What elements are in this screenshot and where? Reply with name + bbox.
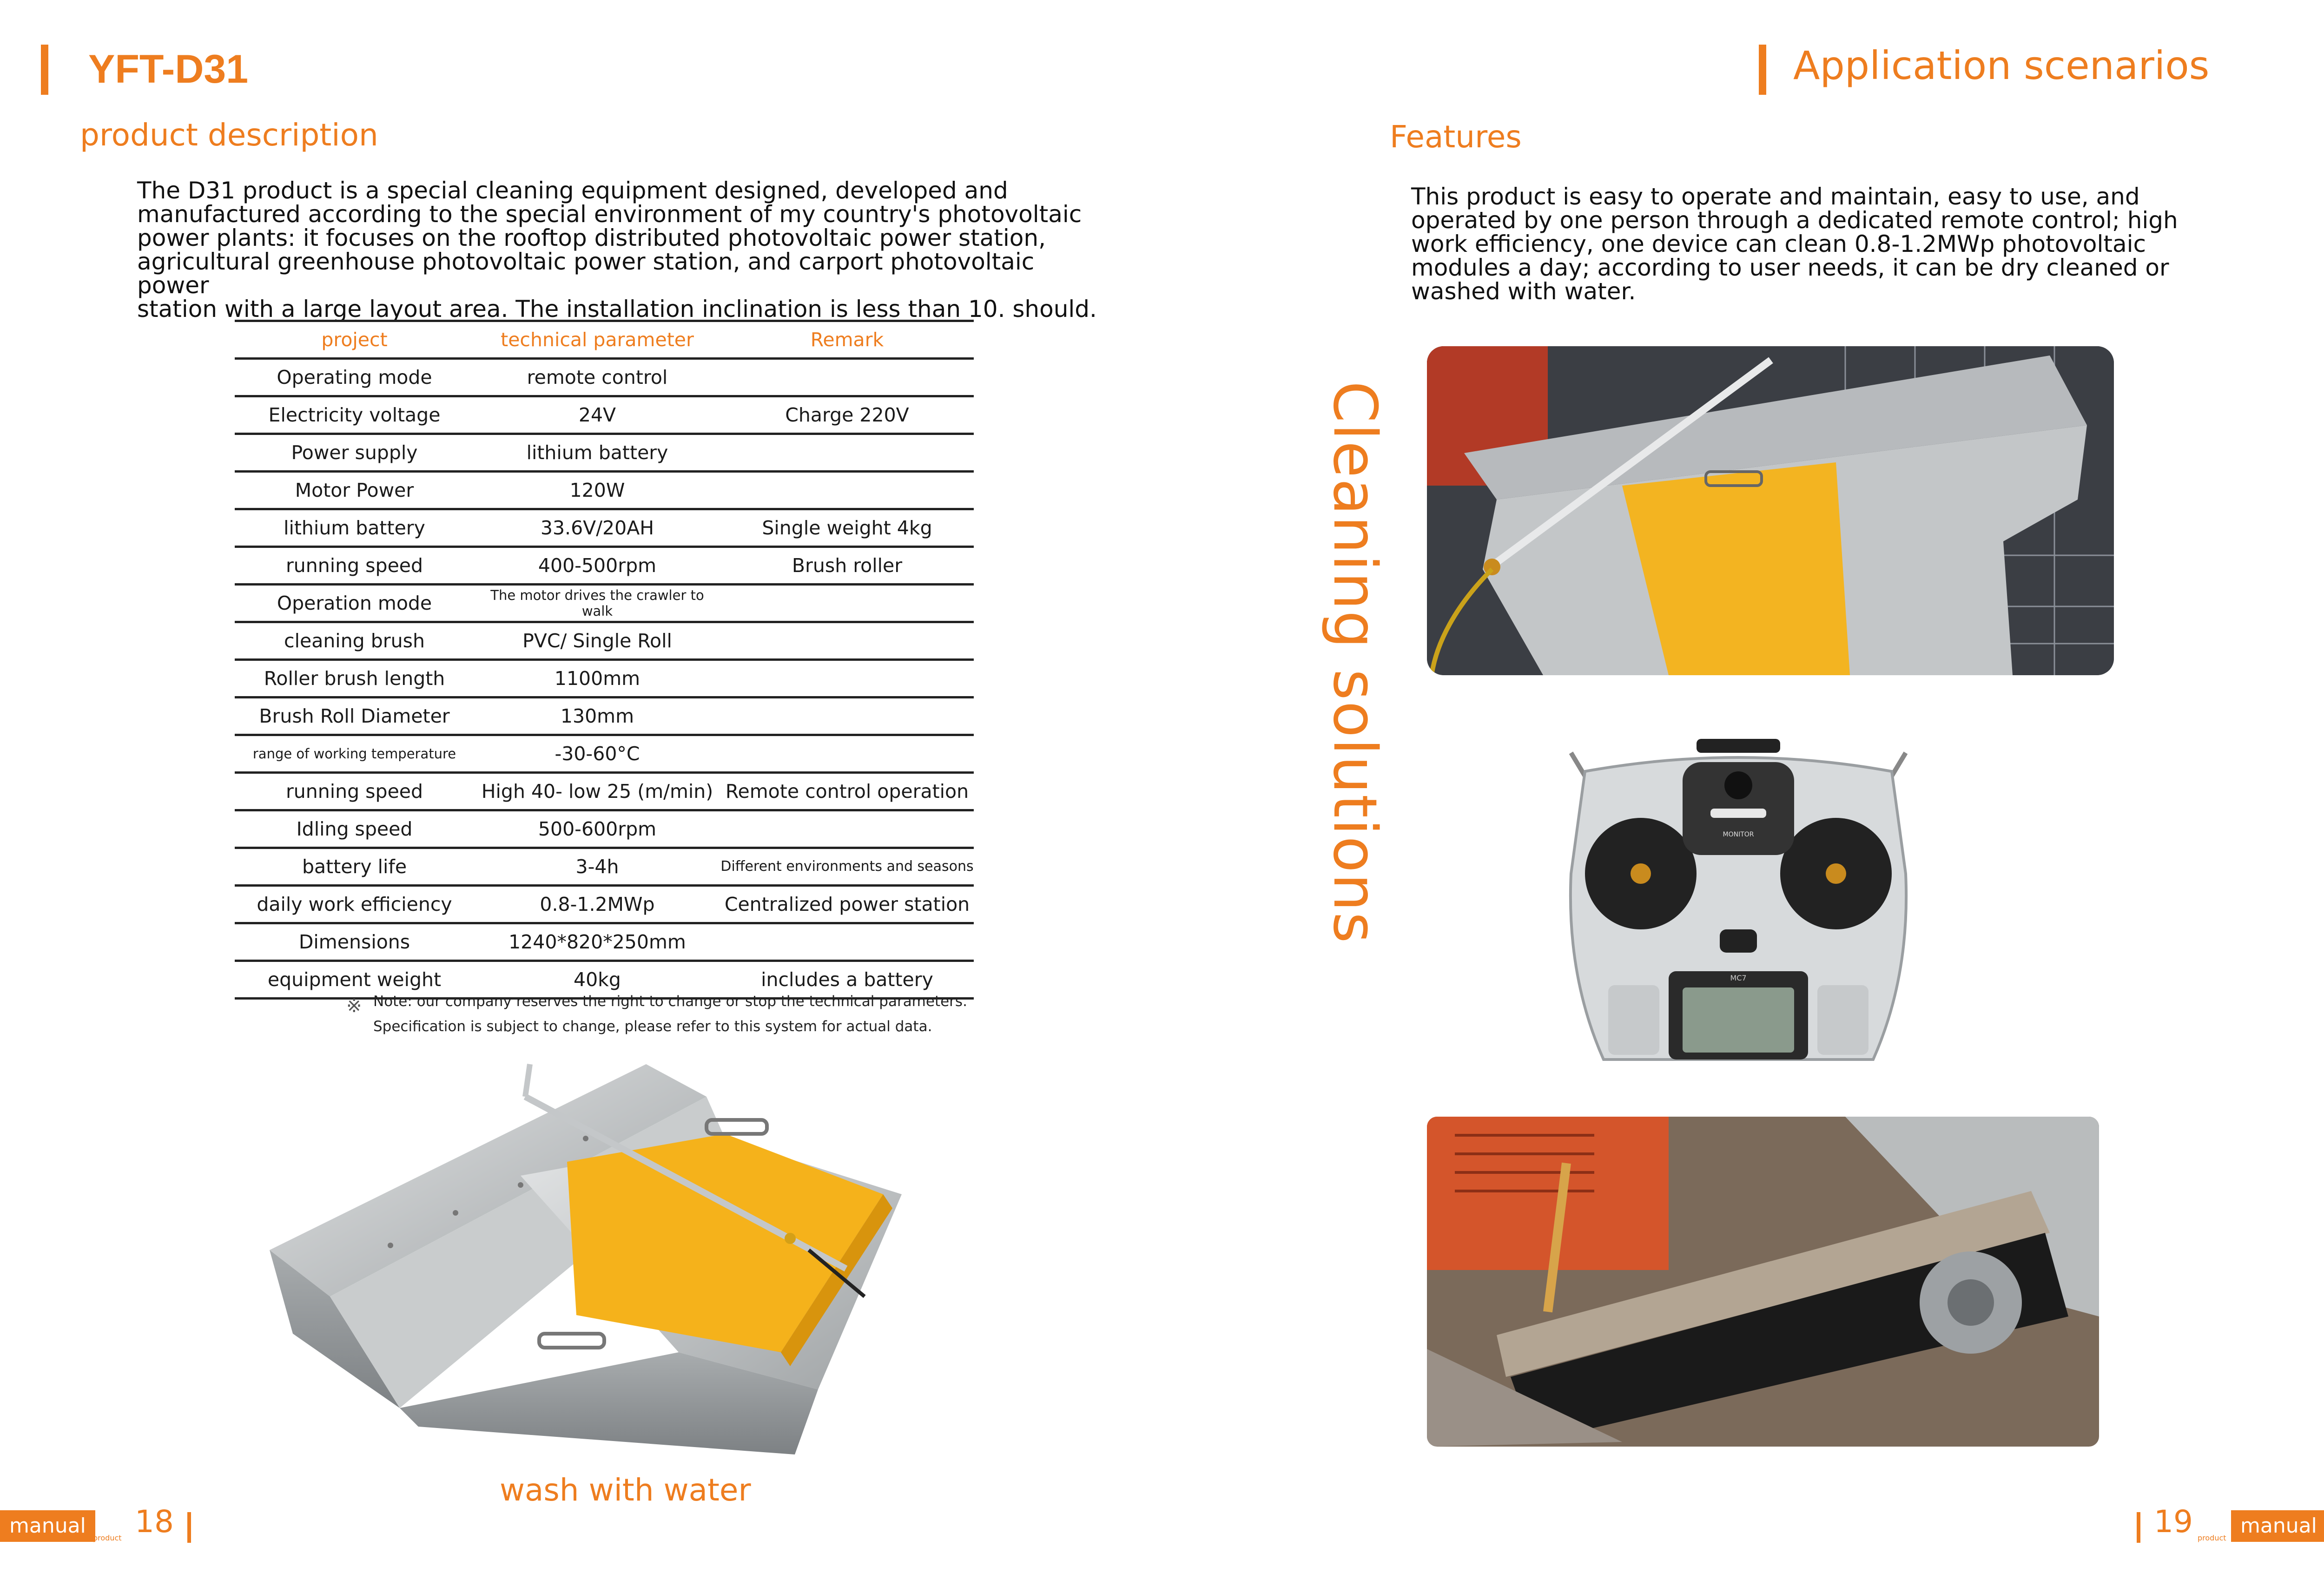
- table-row: [235, 585, 974, 622]
- model-title: YFT-D31: [88, 47, 249, 92]
- table-row: [235, 923, 974, 961]
- cell-project: Operation mode: [235, 585, 474, 622]
- cell-remark: [720, 434, 974, 472]
- cell-parameter: 0.8-1.2MWp: [474, 886, 720, 923]
- footer-divider-right: [2137, 1512, 2140, 1543]
- cell-remark: [720, 810, 974, 848]
- features-text: [1411, 185, 2201, 303]
- cell-project: Dimensions: [235, 923, 474, 961]
- cell-project: range of working temperature: [235, 735, 474, 773]
- cell-remark: [720, 585, 974, 622]
- cell-project: Brush Roll Diameter: [235, 698, 474, 735]
- cell-parameter: PVC/ Single Roll: [474, 622, 720, 660]
- footer-product-label-right: product: [2198, 1533, 2226, 1542]
- note-mark: ※: [346, 995, 362, 1017]
- table-row: [235, 622, 974, 660]
- cell-project: Power supply: [235, 434, 474, 472]
- cell-remark: Centralized power station: [720, 886, 974, 923]
- table-row: [235, 434, 974, 472]
- page-number-right: 19: [2154, 1504, 2193, 1540]
- description-line: power plants: it focuses on the rooftop distributed photovoltaic power station,: [137, 224, 1046, 251]
- cell-parameter: 3-4h: [474, 848, 720, 886]
- cell-remark: includes a battery: [720, 961, 974, 999]
- cell-parameter: The motor drives the crawler to walk: [474, 585, 720, 622]
- table-row: [235, 735, 974, 773]
- robot-on-solar-panel-photo: [1427, 346, 2114, 675]
- cell-project: running speed: [235, 547, 474, 585]
- cell-parameter: 500-600rpm: [474, 810, 720, 848]
- cell-project: battery life: [235, 848, 474, 886]
- cell-parameter: 120W: [474, 472, 720, 509]
- title-accent-bar: [41, 45, 48, 95]
- table-row: [235, 509, 974, 547]
- table-row: [235, 848, 974, 886]
- cell-project: equipment weight: [235, 961, 474, 999]
- product-description-text: [137, 179, 1104, 321]
- cell-project: cleaning brush: [235, 622, 474, 660]
- cell-project: Operating mode: [235, 359, 474, 396]
- description-line: agricultural greenhouse photovoltaic power station, and carport photovoltaic power: [137, 248, 1035, 299]
- cell-parameter: lithium battery: [474, 434, 720, 472]
- cleaning-solutions-vertical-title: Cleaning solutions: [1320, 381, 1389, 944]
- table-row: [235, 396, 974, 434]
- cell-parameter: 1240*820*250mm: [474, 923, 720, 961]
- cleaning-robot-image: [260, 1055, 911, 1454]
- controller-model-label: MC7: [1730, 974, 1747, 982]
- cell-project: daily work efficiency: [235, 886, 474, 923]
- footer-manual-label-right: manual: [2231, 1510, 2324, 1542]
- note-line: Note: our company reserves the right to change or stop the technical parameters.: [373, 993, 967, 1010]
- description-line: The D31 product is a special cleaning equipment designed, developed and: [137, 177, 1008, 204]
- cell-parameter: 130mm: [474, 698, 720, 735]
- cell-project: Idling speed: [235, 810, 474, 848]
- table-row: [235, 698, 974, 735]
- table-row: [235, 472, 974, 509]
- table-row: [235, 886, 974, 923]
- table-row: [235, 660, 974, 698]
- cell-parameter: 33.6V/20AH: [474, 509, 720, 547]
- cell-remark: Remote control operation: [720, 773, 974, 810]
- cell-project: lithium battery: [235, 509, 474, 547]
- cell-remark: [720, 622, 974, 660]
- cell-project: running speed: [235, 773, 474, 810]
- features-line: This product is easy to operate and maintain, easy to use, and: [1411, 183, 2140, 210]
- application-scenarios-title: Application scenarios: [1793, 43, 2210, 88]
- description-line: manufactured according to the special environment of my country's photovoltaic: [137, 201, 1082, 228]
- cell-project: Motor Power: [235, 472, 474, 509]
- cell-project: Electricity voltage: [235, 396, 474, 434]
- table-row: [235, 810, 974, 848]
- cell-parameter: remote control: [474, 359, 720, 396]
- features-heading: Features: [1390, 119, 1522, 155]
- features-line: modules a day; according to user needs, it can be dry cleaned or: [1411, 254, 2169, 281]
- cell-parameter: High 40- low 25 (m/min): [474, 773, 720, 810]
- column-header-remark: Remark: [720, 321, 974, 359]
- footer-product-label: product: [93, 1533, 122, 1542]
- table-row: [235, 773, 974, 810]
- cell-remark: [720, 923, 974, 961]
- cell-remark: [720, 359, 974, 396]
- remote-controller-image: [1566, 734, 1910, 1069]
- cell-remark: Single weight 4kg: [720, 509, 974, 547]
- cell-parameter: 40kg: [474, 961, 720, 999]
- column-header-project: project: [235, 321, 474, 359]
- table-row: [235, 547, 974, 585]
- column-header-parameter: technical parameter: [474, 321, 720, 359]
- table-header-row: [235, 321, 974, 359]
- image-caption: wash with water: [500, 1472, 751, 1508]
- cell-project: Roller brush length: [235, 660, 474, 698]
- brush-roller-closeup-photo: [1427, 1117, 2099, 1447]
- cell-parameter: 1100mm: [474, 660, 720, 698]
- features-line: washed with water.: [1411, 278, 1636, 305]
- page-number: 18: [135, 1504, 174, 1540]
- note-line: Specification is subject to change, please refer to this system for actual data.: [373, 1018, 932, 1035]
- description-line: station with a large layout area. The installation inclination is less than 10. should.: [137, 296, 1097, 322]
- cell-remark: [720, 735, 974, 773]
- table-note: [346, 989, 967, 1039]
- footer-divider: [187, 1512, 191, 1543]
- features-line: work efficiency, one device can clean 0.8-1.2MWp photovoltaic: [1411, 230, 2146, 257]
- spec-table: [235, 320, 974, 1000]
- product-description-heading: product description: [80, 117, 378, 153]
- cell-remark: [720, 472, 974, 509]
- cell-parameter: 24V: [474, 396, 720, 434]
- cell-remark: Different environments and seasons: [720, 848, 974, 886]
- features-line: operated by one person through a dedicated remote control; high: [1411, 207, 2178, 234]
- cell-remark: [720, 660, 974, 698]
- header-accent-bar: [1759, 45, 1766, 95]
- cell-remark: Charge 220V: [720, 396, 974, 434]
- cell-parameter: -30-60°C: [474, 735, 720, 773]
- cell-parameter: 400-500rpm: [474, 547, 720, 585]
- cell-remark: [720, 698, 974, 735]
- monitor-label: MONITOR: [1723, 831, 1754, 838]
- cell-remark: Brush roller: [720, 547, 974, 585]
- footer-manual-label: manual: [0, 1510, 95, 1542]
- table-row: [235, 359, 974, 396]
